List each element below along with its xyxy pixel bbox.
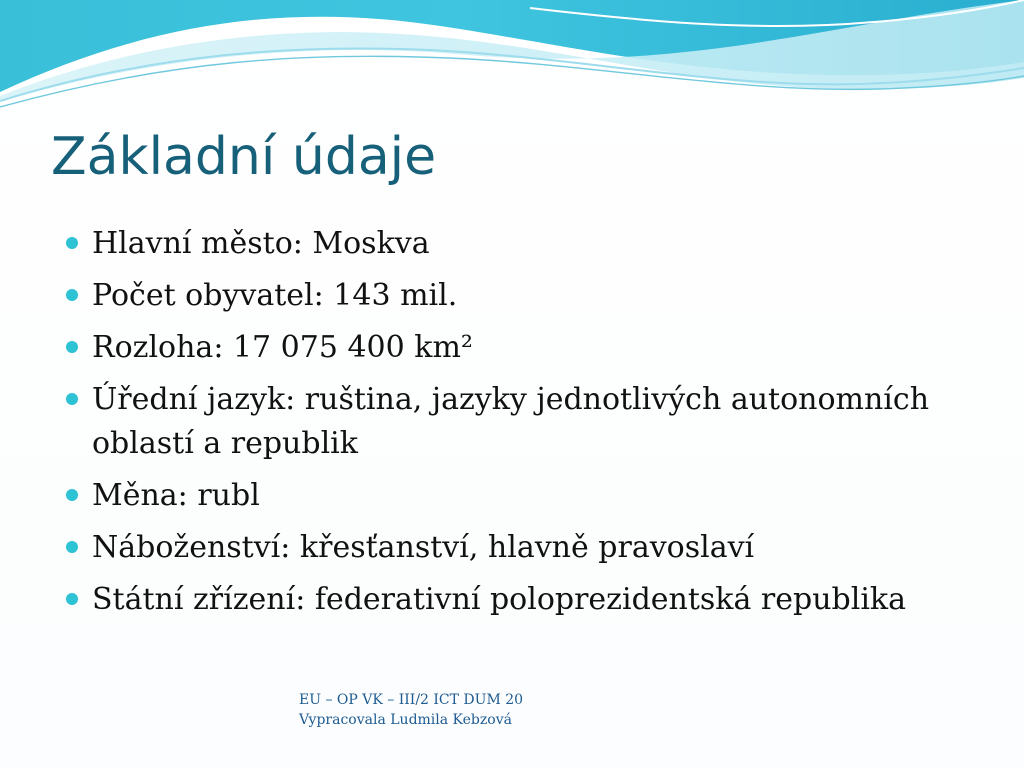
bullet-text: Státní zřízení: federativní poloprezidentská republika (92, 582, 906, 617)
bullet-icon (66, 489, 78, 501)
bullet-text: Počet obyvatel: 143 mil. (92, 278, 458, 313)
bullet-item-currency (66, 474, 996, 518)
slide-title: Základní údaje (51, 127, 437, 187)
bullet-icon (66, 541, 78, 553)
bullet-item-area (66, 326, 996, 370)
bullet-text: Rozloha: 17 075 400 km² (92, 330, 473, 365)
bullet-item-religion (66, 526, 996, 570)
footer-author-line: Vypracovala Ludmila Kebzová (299, 712, 512, 728)
bullet-icon (66, 289, 78, 301)
footer-course-line: EU – OP VK – III/2 ICT DUM 20 (299, 692, 524, 708)
bullet-text: Měna: rubl (92, 478, 260, 513)
bullet-text: Úřední jazyk: ruština, jazyky jednotlivých autonomních oblastí a republik (92, 382, 930, 461)
bullet-text: Náboženství: křesťanství, hlavně pravoslaví (92, 530, 755, 565)
bullet-item-language (66, 378, 996, 466)
bullet-list (66, 222, 996, 630)
bullet-icon (66, 593, 78, 605)
footer-credit (299, 690, 523, 730)
bullet-icon (66, 237, 78, 249)
bullet-item-population (66, 274, 996, 318)
bullet-text: Hlavní město: Moskva (92, 226, 430, 261)
decorative-wave-header (0, 0, 1024, 130)
bullet-item-government (66, 578, 996, 622)
bullet-icon (66, 341, 78, 353)
bullet-item-capital (66, 222, 996, 266)
bullet-icon (66, 393, 78, 405)
